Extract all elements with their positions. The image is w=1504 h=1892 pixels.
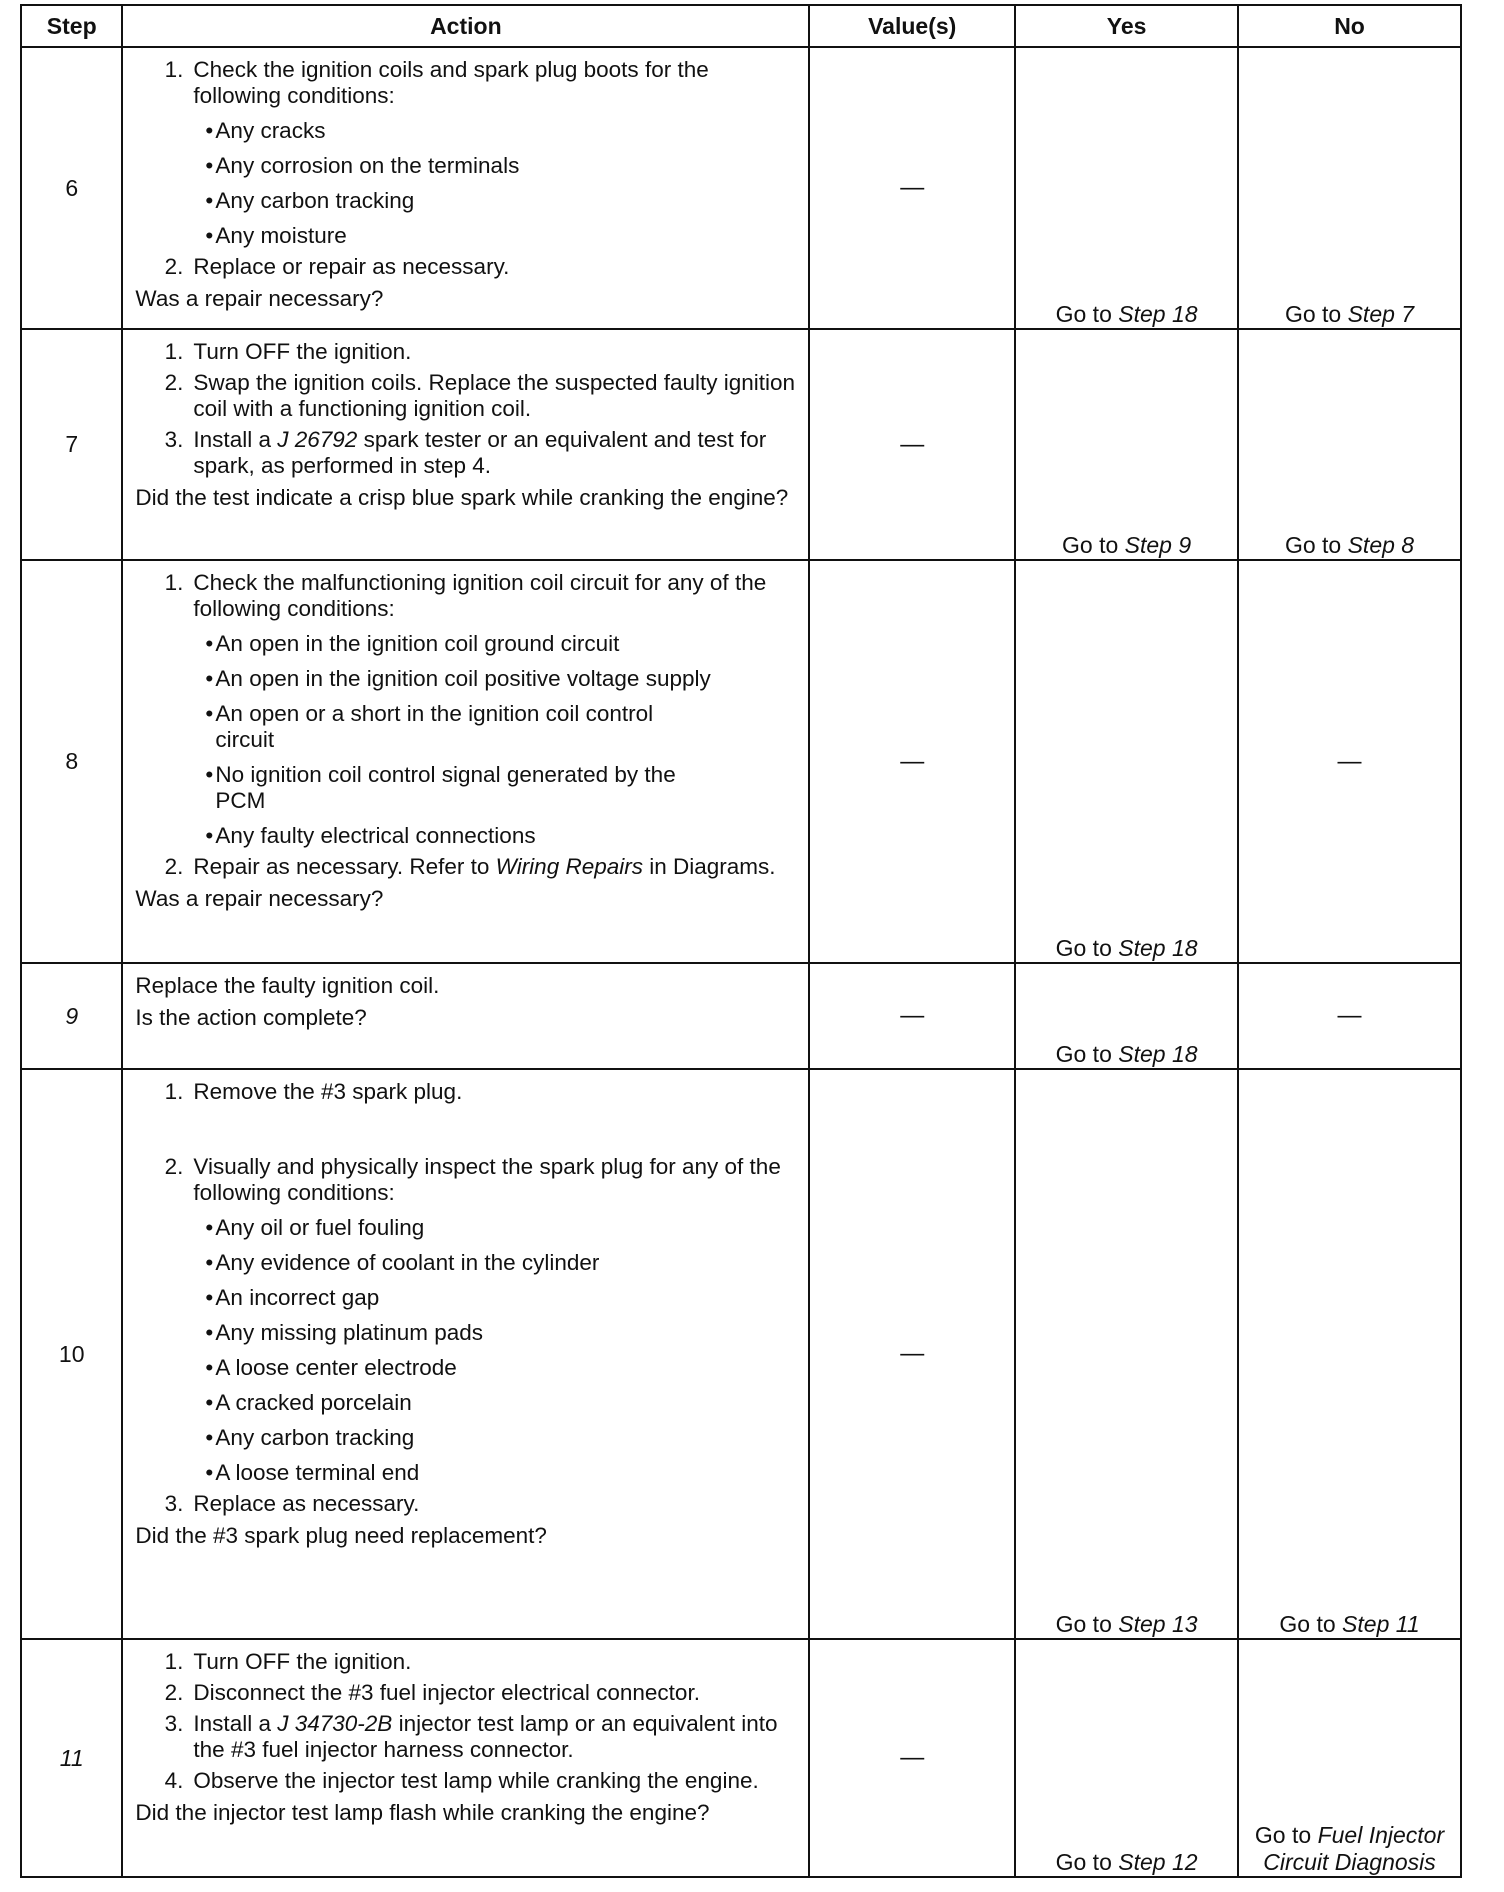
action-cell (122, 963, 809, 1069)
action-item: 2. Visually and physically inspect the spark plug for any of the following conditions: (164, 1154, 781, 1205)
action-cell (122, 560, 809, 963)
no-cell: — (1238, 963, 1461, 1069)
step-ref-link: Step 7 (1347, 301, 1415, 327)
step-number: 9 (21, 963, 122, 1069)
no-cell: Go to Step 7 (1238, 47, 1461, 329)
table-row-step-6 (21, 47, 1461, 329)
value-cell: — (809, 1069, 1015, 1639)
step-ref-link: Step 12 (1118, 1849, 1198, 1875)
step-ref-link: Step 8 (1347, 532, 1415, 558)
bullet-item: • Any evidence of coolant in the cylinder (205, 1250, 600, 1275)
action-cell (122, 1069, 809, 1639)
bullet-item: • Any carbon tracking (205, 1425, 415, 1450)
step-number: 8 (21, 560, 122, 963)
yes-cell: Go to Step 13 (1015, 1069, 1238, 1639)
bullet-item: • Any moisture (205, 223, 347, 248)
wiring-repairs-ref: Wiring Repairs (495, 854, 643, 879)
value-cell: — (809, 329, 1015, 560)
action-item: 2. Replace or repair as necessary. (164, 254, 510, 279)
action-question: Did the injector test lamp flash while cranking the engine? (135, 1800, 710, 1825)
action-cell (122, 1639, 809, 1877)
action-cell (122, 329, 809, 560)
step-ref-link: Step 18 (1118, 1041, 1198, 1067)
step-ref-link: Step 18 (1118, 301, 1198, 327)
action-question: Is the action complete? (135, 1005, 367, 1030)
step-number: 10 (21, 1069, 122, 1639)
yes-cell: Go to Step 18 (1015, 963, 1238, 1069)
no-cell: Go to Step 8 (1238, 329, 1461, 560)
step-ref-link: Step 13 (1118, 1611, 1198, 1637)
no-cell: Go to Step 11 (1238, 1069, 1461, 1639)
diagnostic-table (20, 4, 1462, 1878)
bullet-item: • No ignition coil control signal generated by the PCM (205, 762, 676, 813)
step-number: 11 (21, 1639, 122, 1877)
yes-cell: Go to Step 18 (1015, 47, 1238, 329)
no-cell: Go to Fuel Injector Circuit Diagnosis (1238, 1639, 1461, 1877)
bullet-item: • An incorrect gap (205, 1285, 380, 1310)
bullet-item: • An open in the ignition coil ground circuit (205, 631, 620, 656)
action-item: 2. Repair as necessary. Refer to Wiring Repairs in Diagrams. (164, 854, 776, 879)
yes-cell: Go to Step 18 (1015, 560, 1238, 963)
bullet-item: • Any missing platinum pads (205, 1320, 484, 1345)
step-ref-link: Step 9 (1124, 532, 1192, 558)
action-item: 1. Turn OFF the ignition. (164, 1649, 412, 1674)
action-item: 1. Check the malfunctioning ignition coil circuit for any of the following conditions: (164, 570, 767, 621)
step-ref-link: Step 11 (1342, 1611, 1420, 1637)
action-question: Was a repair necessary? (135, 886, 384, 911)
action-item: 3. Install a J 26792 spark tester or an equivalent and test for spark, as performed in step 4. (164, 427, 767, 478)
tool-ref: J 26792 (277, 427, 358, 452)
header-yes: Yes (1015, 5, 1238, 47)
action-item: 3. Replace as necessary. (164, 1491, 420, 1516)
step-ref-link: Step 18 (1118, 935, 1198, 961)
bullet-item: • Any cracks (205, 118, 326, 143)
action-item: 1. Check the ignition coils and spark plug boots for the following conditions: (164, 57, 709, 108)
action-text: Replace the faulty ignition coil. (135, 973, 440, 998)
table-row-step-11 (21, 1639, 1461, 1877)
table-row-step-10 (21, 1069, 1461, 1639)
header-action: Action (122, 5, 809, 47)
header-row (21, 5, 1461, 47)
action-question: Did the #3 spark plug need replacement? (135, 1523, 547, 1548)
bullet-item: • An open or a short in the ignition coil control circuit (205, 701, 654, 752)
table-row-step-7 (21, 329, 1461, 560)
value-cell: — (809, 963, 1015, 1069)
value-cell: — (809, 560, 1015, 963)
step-number: 7 (21, 329, 122, 560)
action-question: Was a repair necessary? (135, 286, 384, 311)
step-number: 6 (21, 47, 122, 329)
no-cell: — (1238, 560, 1461, 963)
yes-cell: Go to Step 12 (1015, 1639, 1238, 1877)
header-step: Step (21, 5, 122, 47)
yes-cell: Go to Step 9 (1015, 329, 1238, 560)
action-question: Did the test indicate a crisp blue spark while cranking the engine? (135, 485, 789, 510)
table-row-step-9 (21, 963, 1461, 1069)
header-no: No (1238, 5, 1461, 47)
action-item: 4. Observe the injector test lamp while cranking the engine. (164, 1768, 759, 1793)
bullet-item: • A cracked porcelain (205, 1390, 412, 1415)
action-cell (122, 47, 809, 329)
action-item: 1. Turn OFF the ignition. (164, 339, 412, 364)
value-cell: — (809, 47, 1015, 329)
bullet-item: • Any carbon tracking (205, 188, 415, 213)
value-cell: — (809, 1639, 1015, 1877)
bullet-item: • Any corrosion on the terminals (205, 153, 520, 178)
header-values: Value(s) (809, 5, 1015, 47)
action-item: 3. Install a J 34730-2B injector test lamp or an equivalent into the #3 fuel injector harness connector. (164, 1711, 778, 1762)
bullet-item: • Any oil or fuel fouling (205, 1215, 425, 1240)
bullet-item: • A loose center electrode (205, 1355, 457, 1380)
fuel-injector-diagnosis-ref: Fuel Injector Circuit Diagnosis (1263, 1822, 1445, 1875)
tool-ref: J 34730-2B (277, 1711, 393, 1736)
bullet-item: • A loose terminal end (205, 1460, 420, 1485)
bullet-item: • An open in the ignition coil positive voltage supply (205, 666, 711, 691)
bullet-item: • Any faulty electrical connections (205, 823, 536, 848)
action-item: 2. Swap the ignition coils. Replace the suspected faulty ignition coil with a functioning ignition coil. (164, 370, 796, 421)
table-row-step-8 (21, 560, 1461, 963)
action-item: 2. Disconnect the #3 fuel injector electrical connector. (164, 1680, 700, 1705)
action-item: 1. Remove the #3 spark plug. (164, 1079, 463, 1104)
